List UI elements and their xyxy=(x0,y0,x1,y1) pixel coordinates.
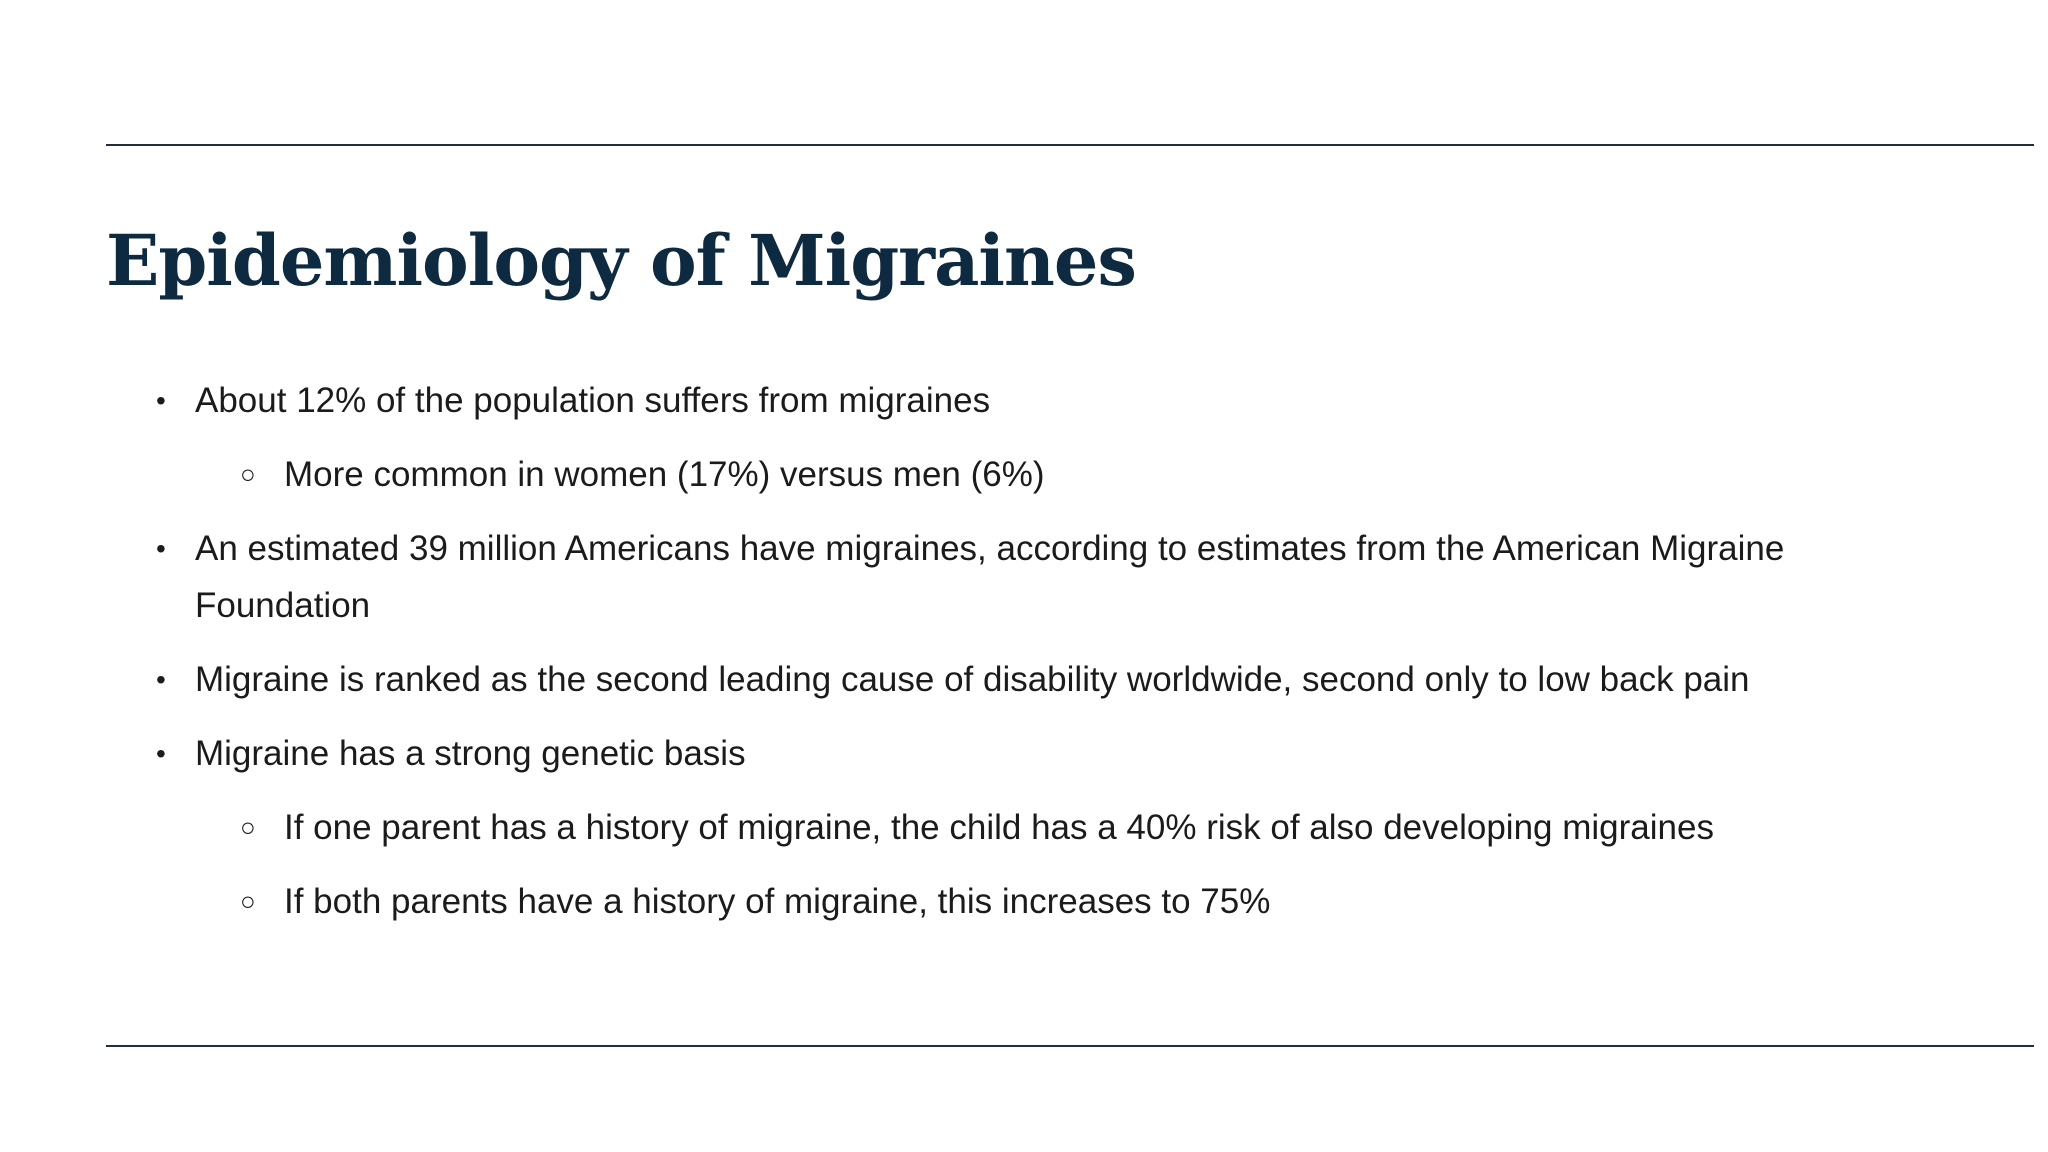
sub-bullet-text: If one parent has a history of migraine, the child has a 40% risk of also developing migraines xyxy=(284,808,1714,847)
sub-bullet-item xyxy=(106,873,1956,930)
sub-bullet-item xyxy=(106,799,1956,856)
bullet-dot-icon: • xyxy=(156,738,166,769)
bullet-text: Migraine is ranked as the second leading cause of disability worldwide, second only to low back pain xyxy=(195,660,1750,699)
hollow-circle-bullet-icon: ○ xyxy=(240,886,256,916)
bullet-text: Migraine has a strong genetic basis xyxy=(195,734,746,773)
bullet-text: About 12% of the population suffers from migraines xyxy=(195,381,991,420)
hollow-circle-bullet-icon: ○ xyxy=(240,459,256,489)
bullet-item xyxy=(106,520,1956,634)
bullet-dot-icon: • xyxy=(156,385,166,416)
bullet-item xyxy=(106,372,1956,429)
top-divider xyxy=(106,144,2034,146)
bullet-dot-icon: • xyxy=(156,664,166,695)
bullet-dot-icon: • xyxy=(156,533,166,564)
bullet-item xyxy=(106,725,1956,782)
bullet-list xyxy=(106,372,1956,947)
bullet-text: An estimated 39 million Americans have migraines, according to estimates from the American Migraine Foundation xyxy=(195,529,1785,625)
sub-bullet-item xyxy=(106,446,1956,503)
sub-bullet-text: More common in women (17%) versus men (6%) xyxy=(284,455,1045,494)
slide-title: Epidemiology of Migraines xyxy=(106,219,1136,302)
sub-bullet-text: If both parents have a history of migraine, this increases to 75% xyxy=(284,882,1271,921)
bullet-item xyxy=(106,651,1956,708)
hollow-circle-bullet-icon: ○ xyxy=(240,812,256,842)
bottom-divider xyxy=(106,1045,2034,1047)
